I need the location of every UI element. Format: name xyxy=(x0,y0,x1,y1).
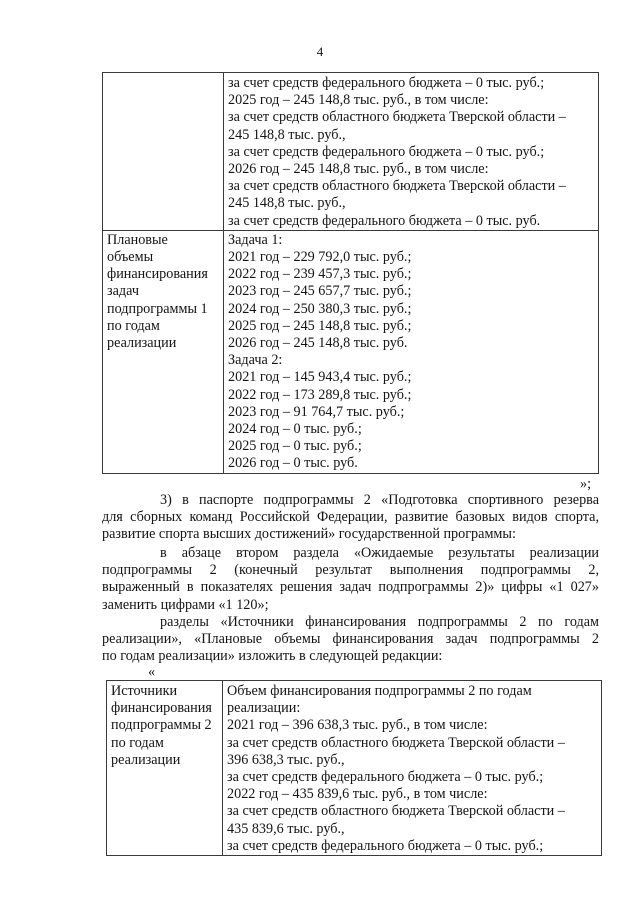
label-line: Источники xyxy=(111,683,178,699)
table-cell-label xyxy=(103,73,224,231)
financing-table-subprogram-2 xyxy=(106,680,602,856)
text-line: за счет средств федерального бюджета – 0 тыс. руб. xyxy=(228,212,541,229)
text-line: по годам реализации» изложить в следующей редакции: xyxy=(102,648,443,665)
text-line: за счет средств областного бюджета Тверской области – xyxy=(227,734,565,751)
label-line: подпрограммы 1 xyxy=(107,300,208,317)
paragraph-sections xyxy=(102,614,599,666)
text-line: 2021 год – 229 792,0 тыс. руб.; xyxy=(228,249,412,266)
text-line: 2021 год – 396 638,3 тыс. руб., в том числе: xyxy=(227,717,488,734)
text-line: 2026 год – 0 тыс. руб. xyxy=(228,455,358,472)
table-cell-content xyxy=(224,73,599,231)
table-cell-label xyxy=(103,230,224,473)
text-line: за счет средств областного бюджета Тверской области – xyxy=(228,178,566,195)
text-line: за счет средств областного бюджета Тверской области – xyxy=(228,109,566,126)
label-line: задач xyxy=(107,283,139,300)
text-line: 2025 год – 0 тыс. руб.; xyxy=(228,438,362,455)
label-line: Плановые xyxy=(107,231,168,248)
table-row xyxy=(103,73,599,231)
text-line: за счет средств федерального бюджета – 0 тыс. руб.; xyxy=(228,143,545,160)
table-row xyxy=(103,230,599,473)
label-line: финансирования xyxy=(107,266,208,283)
label-line: реализации xyxy=(111,751,181,768)
text-line: разделы «Источники финансирования подпрограммы 2 по годам xyxy=(160,614,599,630)
table-cell-content xyxy=(224,230,599,473)
text-line: для сборных команд Российской Федерации, развитие базовых видов спорта, xyxy=(102,509,599,526)
opening-quote-mark: « xyxy=(148,664,156,680)
text-line: 2022 год – 173 289,8 тыс. руб.; xyxy=(228,386,412,403)
text-line: 2023 год – 245 657,7 тыс. руб.; xyxy=(228,283,412,300)
text-line: Объем финансирования подпрограммы 2 по годам xyxy=(227,683,532,699)
text-line: 2021 год – 145 943,4 тыс. руб.; xyxy=(228,369,412,386)
text-line: 396 638,3 тыс. руб., xyxy=(227,751,345,768)
text-line: 245 148,8 тыс. руб., xyxy=(228,195,346,212)
text-line: 3) в паспорте подпрограммы 2 «Подготовка спортивного резерва xyxy=(160,492,599,508)
text-line: 2022 год – 435 839,6 тыс. руб., в том числе: xyxy=(227,786,488,803)
text-line: 2026 год – 245 148,8 тыс. руб. xyxy=(228,335,408,352)
financing-table-subprogram-1 xyxy=(102,72,599,474)
text-line: 2023 год – 91 764,7 тыс. руб.; xyxy=(228,403,405,420)
text-line: 2025 год – 245 148,8 тыс. руб.; xyxy=(228,317,412,334)
paragraph-3 xyxy=(102,492,599,544)
page-number: 4 xyxy=(316,44,324,59)
text-line: реализации», «Плановые объемы финансирования задач подпрограммы 2 xyxy=(102,631,599,648)
text-line: в абзаце втором раздела «Ожидаемые результаты реализации xyxy=(160,545,599,561)
text-line: 2022 год – 239 457,3 тыс. руб.; xyxy=(228,266,412,283)
label-line: финансирования xyxy=(111,700,212,717)
text-line: Задача 2: xyxy=(228,352,283,369)
label-line: объемы xyxy=(107,249,154,266)
text-line: 245 148,8 тыс. руб., xyxy=(228,126,346,143)
text-line: за счет средств федерального бюджета – 0 тыс. руб.; xyxy=(227,837,544,854)
table-cell-content xyxy=(223,681,602,856)
text-line: 435 839,6 тыс. руб., xyxy=(227,820,345,837)
label-line: по годам xyxy=(111,734,164,751)
label-line: подпрограммы 2 xyxy=(111,717,212,734)
text-line: за счет средств федерального бюджета – 0 тыс. руб.; xyxy=(227,769,544,786)
text-line: Задача 1: xyxy=(228,231,283,248)
text-line: 2024 год – 250 380,3 тыс. руб.; xyxy=(228,300,412,317)
label-line: реализации xyxy=(107,335,177,352)
text-line: 2026 год – 245 148,8 тыс. руб., в том числе: xyxy=(228,161,489,178)
paragraph-expected-results xyxy=(102,545,599,614)
text-line: заменить цифрами «1 120»; xyxy=(102,596,269,613)
label-line: по годам xyxy=(107,317,160,334)
closing-quote-mark: »; xyxy=(580,476,592,492)
text-line: за счет средств областного бюджета Тверской области – xyxy=(227,803,565,820)
text-line: развитие спорта высших достижений» государственной программы: xyxy=(102,526,516,543)
text-line: за счет средств федерального бюджета – 0 тыс. руб.; xyxy=(228,75,545,91)
text-line: 2024 год – 0 тыс. руб.; xyxy=(228,421,362,438)
table-cell-label xyxy=(107,681,223,856)
table-row xyxy=(107,681,602,856)
text-line: выраженный в показателях решения задач подпрограммы 2)» цифры «1 027» xyxy=(102,579,599,596)
text-line: реализации: xyxy=(227,700,301,717)
text-line: 2025 год – 245 148,8 тыс. руб., в том числе: xyxy=(228,92,489,109)
text-line: подпрограммы 2 (конечный результат выполнения подпрограммы 2, xyxy=(102,562,599,579)
